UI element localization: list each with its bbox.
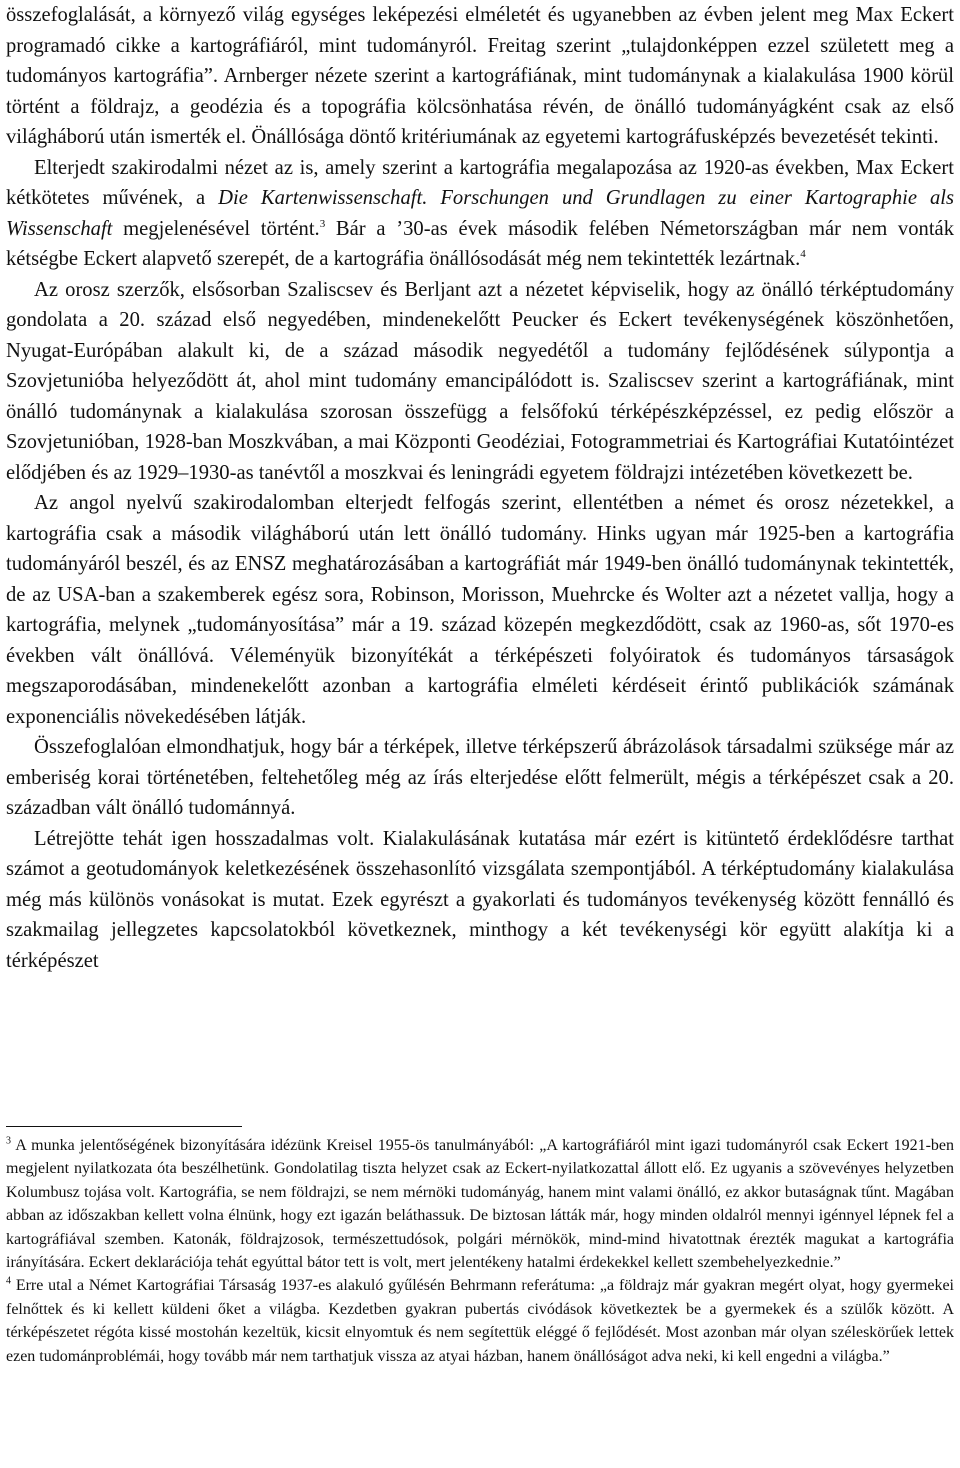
footnote-4 bbox=[6, 1274, 954, 1368]
paragraph-4: Az angol nyelvű szakirodalomban elterjedt felfogás szerint, ellentétben a német és orosz nézetekkel, a kartográfia csak a második világháború után lett önálló tudomány. Hinks ugyan már 1925-ben a kartográfia tudományáról beszél, és az ENSZ meghatározásában a kartográfiát már 1949-ben önálló tudománynak tekintették, de az USA-ban a szakemberek egész sora, Robinson, Morisson, Muehrcke és Wolter azt a nézetet vallja, hogy a kartográfia, melynek „tudományosítása” már a 19. század közepén megkezdődött, csak az 1960-as, sőt 1970-es években vált önállóvá. Véleményük bizonyítékát a térképészeti folyóiratok és tudományos társaságok megszaporodásában, mindenekelőtt azonban a kartográfia elméleti kérdéseit érintő publikációk számának exponenciális növekedésében látják. bbox=[6, 492, 954, 728]
footnote-3-text: A munka jelentőségének bizonyítására idézünk Kreisel 1955-ös tanulmányából: „A kartográfiáról mint igazi tudományról csak Eckert 1921-ben megjelent nyilatkozata óta beszélhetünk. Gondolatilag tiszta helyzet csak az Eckert-nyilatkozattal állott elő. Ez ugyanis a szövevényes helyzetben Kolumbusz tojása volt. Kartográfia, se nem földrajzi, se nem mérnöki tudományág, hanem mint valami önálló, ez akkor butaságnak tűnt. Magában abban az időszakban kellett volna élnünk, hogy ezt igazán beláthassuk. De biztosan látták már, hogy minden oldalról mennyi igénnyel lépnek fel a kartográfiával szemben. Katonák, földrajzosok, természettudósok, polgári mérnökök, mind-mind hivatottnak érezték magukat a kartográfia irányítására. Eckert deklarációja tehát egyúttal bátor tett is volt, mert jelentékeny hatalmi érdekekkel kellett szembehelyezkednie.” bbox=[6, 1137, 954, 1272]
title-space bbox=[427, 187, 440, 209]
footnote-separator bbox=[6, 1126, 242, 1127]
paragraph-2-text-c: Bár a ’30-as évek második felében Németországban már nem vonták kétségbe Eckert alapvető szerepét, de a kartográfia önállósodását még nem tekintették lezártnak. bbox=[6, 217, 954, 270]
footnote-3 bbox=[6, 1134, 954, 1274]
paragraph-1: összefoglalását, a környező világ egységes leképezési elméletét és ugyanebben az évben jelent meg Max Eckert programadó cikke a kartográfiáról, mint tudományról. Freitag szerint „tulajdonképpen ezzel született meg a tudományos kartográfia”. Arnberger nézete szerint a kartográfiának, mint tudománynak a kialakulása 1900 körül történt a földrajz, a geodézia és a topográfia kölcsönhatása révén, de önálló tudományágként csak az első világháború után ismerték el. Önállósága döntő kritériumának az egyetemi kartográfusképzés bevezetését tekinti. bbox=[6, 4, 954, 148]
book-title-part-1: Die Kartenwissenschaft. bbox=[218, 187, 428, 209]
paragraph-3: Az orosz szerzők, elsősorban Szaliscsev és Berljant azt a nézetet képviselik, hogy az önálló térképtudomány gondolata a 20. század első negyedében, mindenekelőtt Peucker és Eckert tevékenységének köszönhetően, Nyugat-Európában alakult ki, de a század második negyedétől a tudomány fejlődésének súlypontja a Szovjetunióba helyeződött át, ahol mint tudomány emancipálódott is. Szaliscsev szerint a kartográfiának, mint önálló tudománynak a kialakulása szorosan összefügg a felsőfokú térképészképzéssel, ez pedig először a Szovjetunióban, 1928-ban Moszkvában, a mai Központi Geodéziai, Fotogrammetriai és Kartográfiai Kutatóintézet elődjében és az 1929–1930-as tanévtől a moszkvai és leningrádi egyetem földrajzi intézetében következett be. bbox=[6, 278, 954, 484]
book-title-part-2: Forschungen und Grundlagen zu einer Kartographie als Wissenschaft bbox=[6, 187, 954, 240]
footnote-4-text: Erre utal a Német Kartográfiai Társaság 1937-es alakuló gyűlésén Behrmann referátuma: „a földrajz már gyakran megért olyat, hogy gyermekei felnőttek és ki kellett küldeni őket a világba. Kezdetben gyakran pubertás civódások következtek be a gyermekek és a szülők között. A térképészetet régóta kissé mostohán kezeltük, kicsit elnyomtuk és nem segítettük eléggé ő fejlődését. Most azonban már olyan széleskörűek lettek ezen tudománproblémái, hogy tovább már nem tarthatjuk vissza az atyai házban, hanem önállóságot adva neki, ki kell engedni a világba.” bbox=[6, 1277, 954, 1365]
paragraph-2 bbox=[6, 153, 954, 275]
paragraph-2-text-a: Elterjedt szakirodalmi nézet az is, amely szerint a kartográfia megalapozása az 1920-as években, Max Eckert kétkötetes művének, a bbox=[6, 156, 954, 209]
footnotes bbox=[6, 1134, 954, 1368]
footnote-4-mark: 4 bbox=[6, 1276, 11, 1288]
document-page bbox=[6, 0, 954, 1365]
paragraph-2-text-b: megjelenésével történt. bbox=[112, 217, 320, 240]
footnote-ref-4[interactable]: 4 bbox=[800, 248, 806, 261]
paragraph-5: Összefoglalóan elmondhatjuk, hogy bár a térképek, illetve térképszerű ábrázolások társadalmi szüksége már az emberiség korai történetében, feltehetőleg még az írás elterjedése előtt felmerült, mégis a térképészet csak a 20. században vált önálló tudománnyá. bbox=[6, 736, 954, 819]
main-text bbox=[6, 0, 954, 976]
paragraph-6: Létrejötte tehát igen hosszadalmas volt. Kialakulásának kutatása már ezért is kitüntető érdeklődésre tarthat számot a geotudományok keletkezésének összehasonlító vizsgálata szempontjából. A térképtudomány kialakulása még más különös vonásokat is mutat. Ezek egyrészt a gyakorlati és tudományos tevékenység között fennálló és szakmailag jellegzetes kapcsolatokból következnek, minthogy a két tevékenységi kör együtt alakítja ki a térképészet bbox=[6, 827, 954, 972]
footnote-3-mark: 3 bbox=[6, 1135, 11, 1147]
footnote-ref-3[interactable]: 3 bbox=[319, 217, 326, 230]
